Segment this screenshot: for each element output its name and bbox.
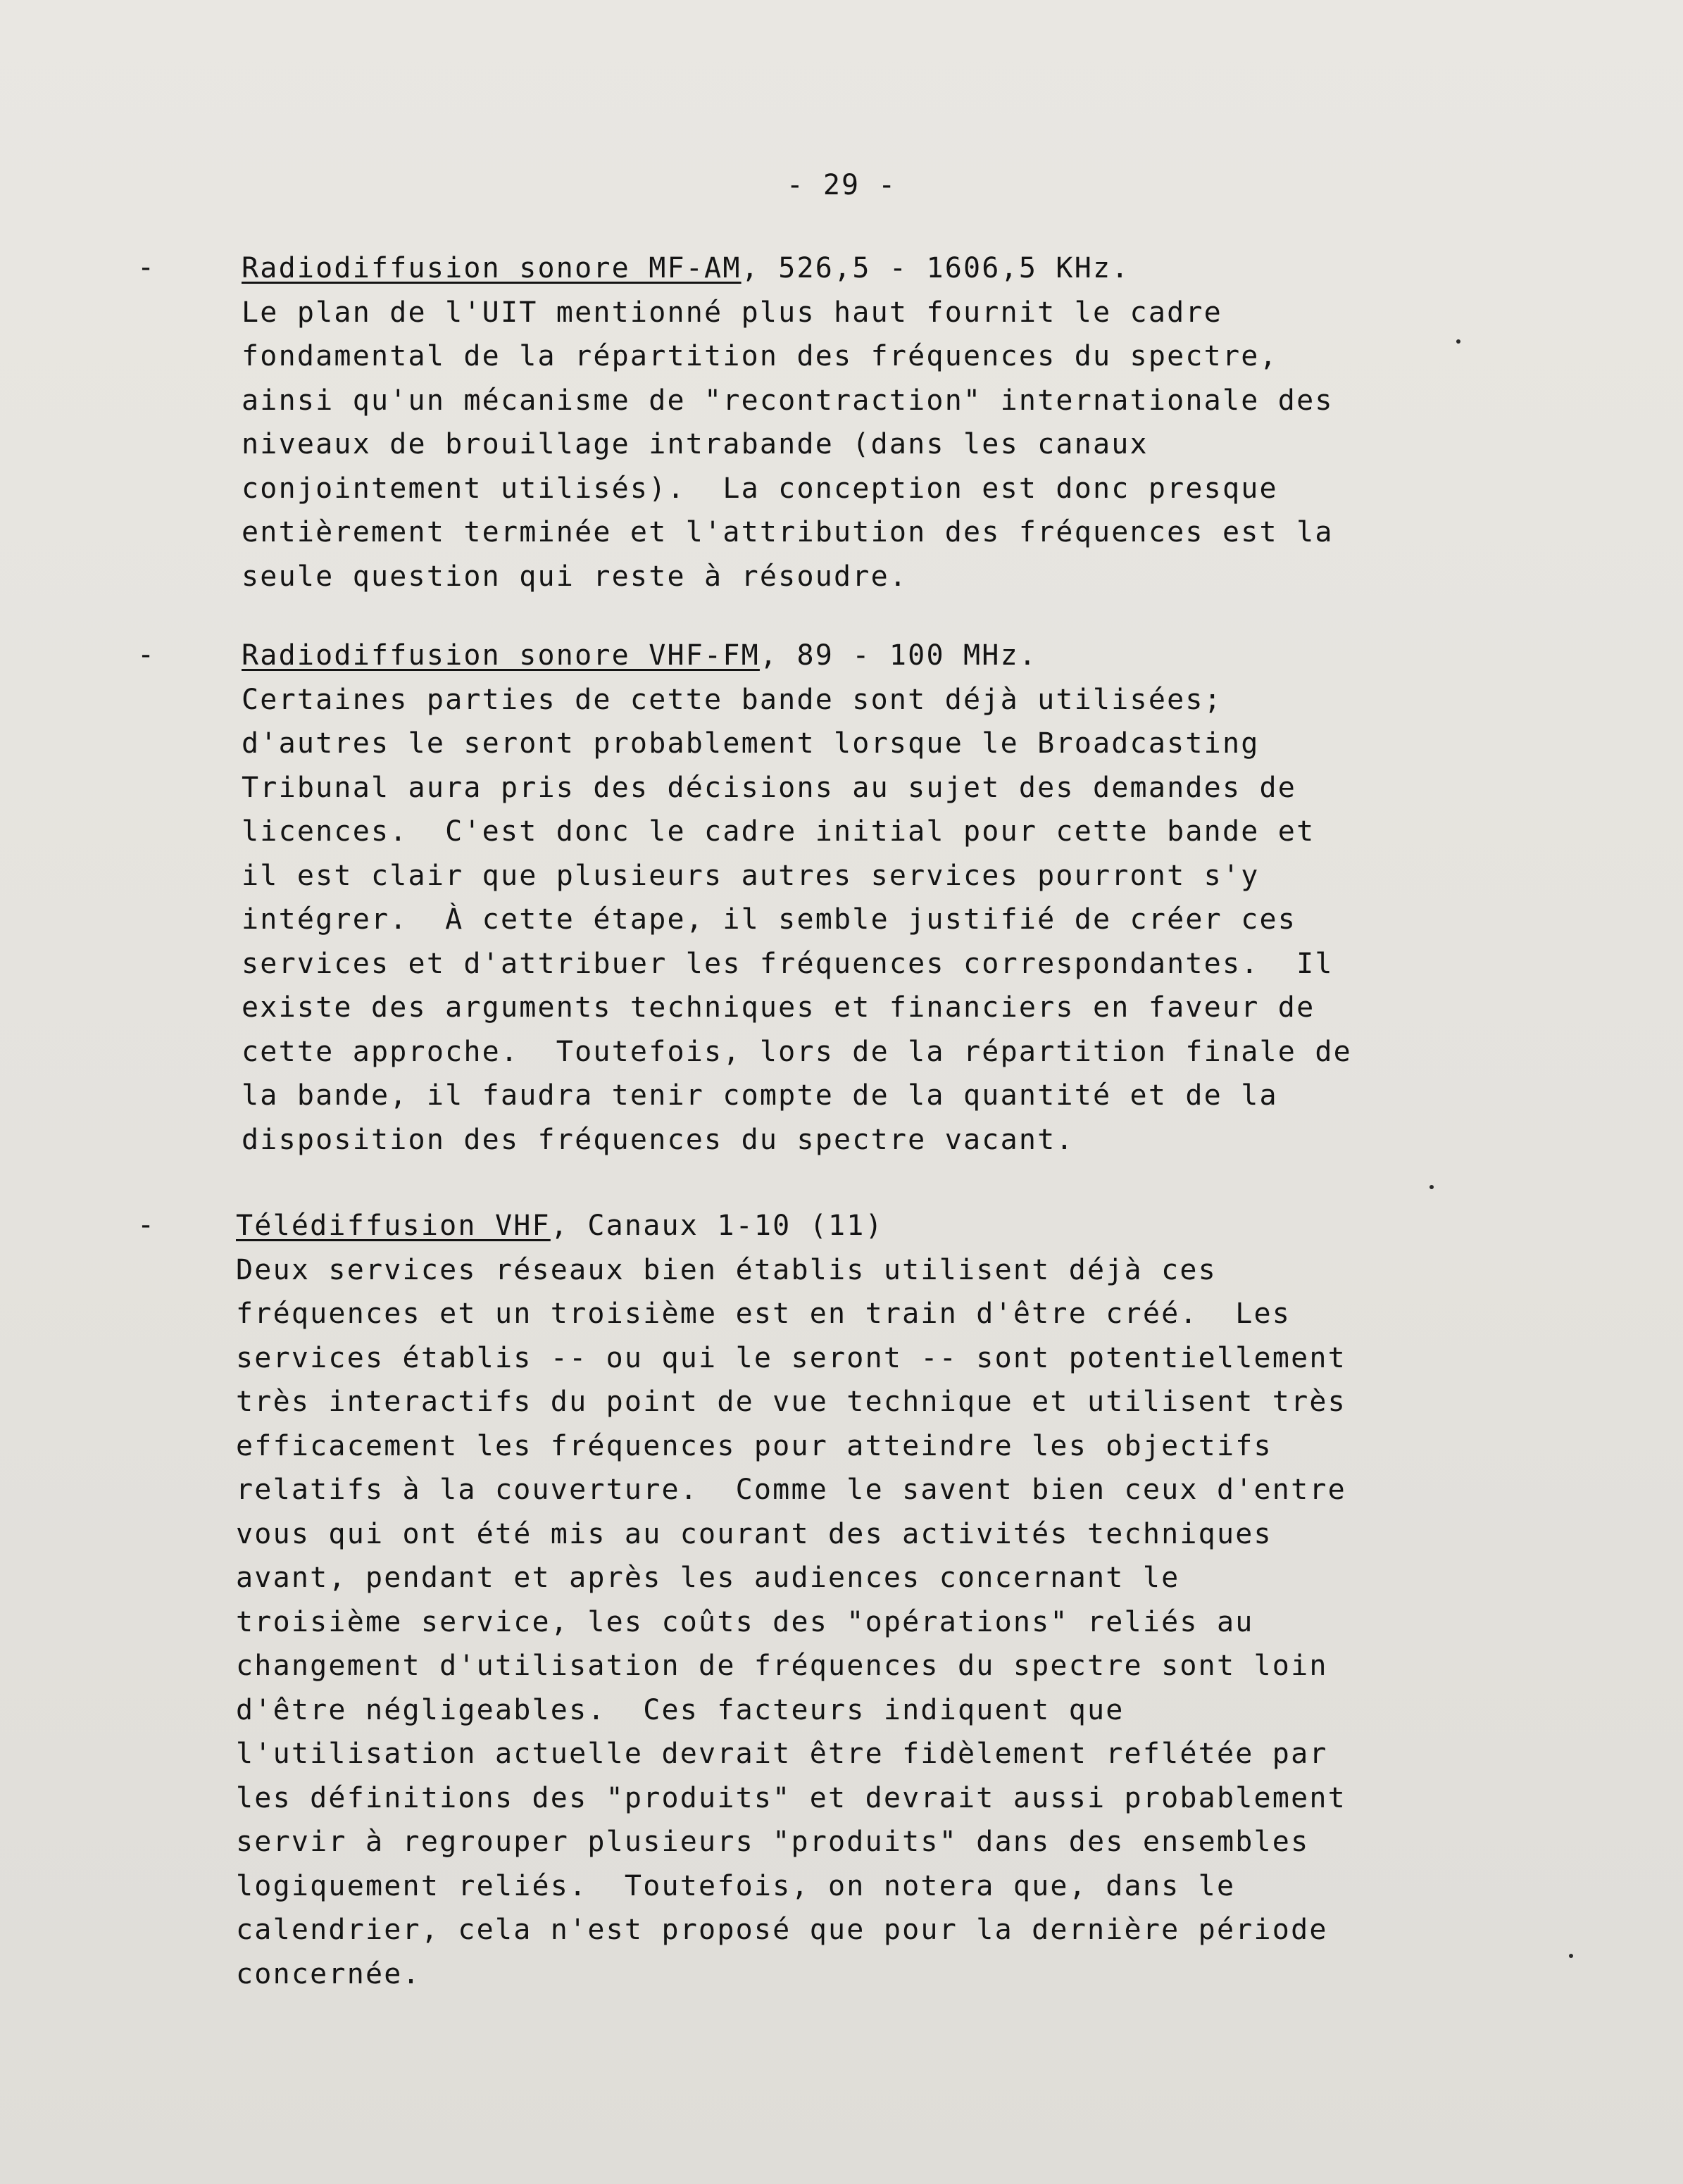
- text-line: seule question qui reste à résoudre.: [242, 560, 908, 593]
- text-line: changement d'utilisation de fréquences du spectre sont loin: [236, 1650, 1328, 1682]
- text-line: il est clair que plusieurs autres services pourront s'y: [242, 859, 1260, 892]
- text-line: l'utilisation actuelle devrait être fidèlement reflétée par: [236, 1738, 1328, 1770]
- text-line: efficacement les fréquences pour atteindre les objectifs: [236, 1429, 1272, 1462]
- text-line: entièrement terminée et l'attribution des fréquences est la: [242, 516, 1334, 548]
- text-line: la bande, il faudra tenir compte de la quantité et de la: [242, 1079, 1278, 1112]
- text-line: troisième service, les coûts des "opérations" reliés au: [236, 1605, 1254, 1638]
- text-line: disposition des fréquences du spectre vacant.: [242, 1123, 1075, 1156]
- text-line: d'être négligeables. Ces facteurs indiquent que: [236, 1693, 1125, 1726]
- text-line: niveaux de brouillage intrabande (dans les canaux: [242, 428, 1149, 460]
- section-heading: [242, 634, 1650, 678]
- text-line: très interactifs du point de vue technique et utilisent très: [236, 1386, 1346, 1418]
- section-body: [242, 634, 1650, 1162]
- scan-speck: [1456, 339, 1460, 344]
- section-body: [242, 246, 1650, 598]
- heading-detail: , Canaux 1-10 (11): [550, 1210, 884, 1242]
- text-line: fréquences et un troisième est en train d'être créé. Les: [236, 1298, 1291, 1330]
- text-line: relatifs à la couverture. Comme le savent bien ceux d'entre: [236, 1474, 1346, 1506]
- text-line: services établis -- ou qui le seront -- sont potentiellement: [236, 1341, 1346, 1374]
- text-line: services et d'attribuer les fréquences correspondantes. Il: [242, 947, 1334, 980]
- text-line: cette approche. Toutefois, lors de la répartition finale de: [242, 1035, 1352, 1068]
- text-line: intégrer. À cette étape, il semble justifié de créer ces: [242, 903, 1297, 936]
- text-line: Deux services réseaux bien établis utilisent déjà ces: [236, 1253, 1217, 1286]
- heading-detail: , 89 - 100 MHz.: [759, 639, 1038, 672]
- section-body: [236, 1204, 1644, 1996]
- heading-title: Radiodiffusion sonore VHF-FM: [242, 639, 760, 672]
- section-heading: [236, 1204, 1644, 1248]
- text-line: Tribunal aura pris des décisions au sujet des demandes de: [242, 771, 1297, 804]
- page-number: - 29 -: [786, 169, 897, 201]
- text-line: ainsi qu'un mécanisme de "recontraction" internationale des: [242, 384, 1334, 417]
- text-line: les définitions des "produits" et devrait aussi probablement: [236, 1781, 1346, 1814]
- text-line: calendrier, cela n'est proposé que pour la dernière période: [236, 1914, 1328, 1946]
- bullet-dash: -: [137, 1209, 155, 1241]
- bullet-dash: -: [137, 251, 155, 284]
- text-line: Certaines parties de cette bande sont déjà utilisées;: [242, 683, 1222, 716]
- text-line: Le plan de l'UIT mentionné plus haut fournit le cadre: [242, 296, 1222, 329]
- text-line: vous qui ont été mis au courant des activités techniques: [236, 1517, 1272, 1550]
- text-line: existe des arguments techniques et financiers en faveur de: [242, 991, 1315, 1024]
- text-line: logiquement reliés. Toutefois, on notera que, dans le: [236, 1869, 1236, 1902]
- text-line: concernée.: [236, 1957, 421, 1990]
- heading-detail: , 526,5 - 1606,5 KHz.: [741, 252, 1130, 284]
- text-line: licences. C'est donc le cadre initial pour cette bande et: [242, 815, 1315, 848]
- text-line: servir à regrouper plusieurs "produits" dans des ensembles: [236, 1826, 1310, 1858]
- section-heading: [242, 246, 1650, 291]
- text-line: d'autres le seront probablement lorsque le Broadcasting: [242, 727, 1260, 760]
- scan-speck: [1569, 1954, 1573, 1958]
- heading-title: Radiodiffusion sonore MF-AM: [242, 252, 742, 284]
- scan-speck: [1429, 1185, 1434, 1189]
- text-line: conjointement utilisés). La conception est donc presque: [242, 472, 1278, 505]
- text-line: avant, pendant et après les audiences concernant le: [236, 1562, 1180, 1594]
- bullet-dash: -: [137, 639, 155, 671]
- heading-title: Télédiffusion VHF: [236, 1210, 551, 1242]
- text-line: fondamental de la répartition des fréquences du spectre,: [242, 340, 1278, 372]
